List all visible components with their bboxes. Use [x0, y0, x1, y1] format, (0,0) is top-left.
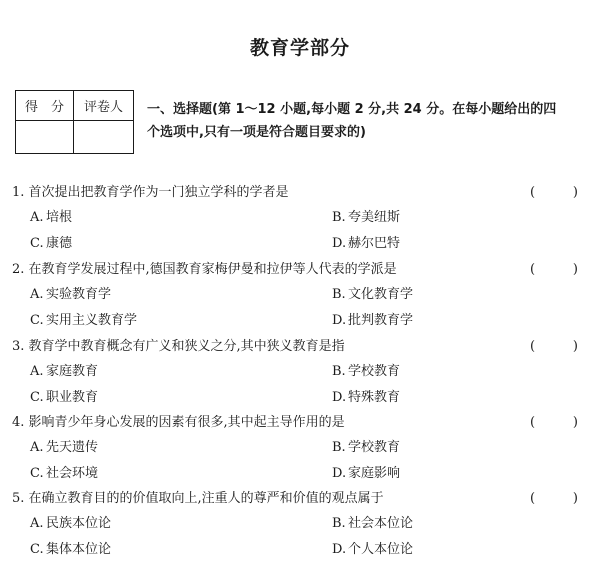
- question-stem: 5. 在确立教育目的的价值取向上,注重人的尊严和价值的观点属于: [12, 491, 384, 506]
- answer-paren-close: ): [572, 339, 578, 354]
- score-input-cell[interactable]: [16, 121, 74, 154]
- answer-paren-close: ): [572, 415, 578, 430]
- answer-paren-close: ): [572, 262, 578, 277]
- option-a[interactable]: A. 民族本位论: [30, 516, 112, 531]
- score-table: [15, 90, 134, 154]
- answer-paren-close: ): [572, 185, 578, 200]
- option-d[interactable]: D. 个人本位论: [332, 542, 414, 557]
- section-heading-line-1: 一、选择题(第 1～12 小题,每小题 2 分,共 24 分。在每小题给出的四: [147, 102, 557, 117]
- page-title: 教育学部分: [249, 37, 350, 59]
- reviewer-header: 评卷人: [74, 91, 134, 121]
- answer-paren-open: (: [530, 262, 536, 277]
- score-header: 得 分: [16, 91, 74, 121]
- option-c[interactable]: C. 实用主义教育学: [30, 313, 138, 328]
- question-3: [12, 334, 588, 411]
- question-1: [12, 180, 588, 257]
- option-d[interactable]: D. 家庭影响: [332, 466, 401, 481]
- answer-paren-open: (: [530, 185, 536, 200]
- option-a[interactable]: A. 先天遗传: [30, 440, 99, 455]
- answer-paren-close: ): [572, 491, 578, 506]
- option-b[interactable]: B. 夸美纽斯: [332, 210, 401, 225]
- option-d[interactable]: D. 批判教育学: [332, 313, 414, 328]
- option-b[interactable]: B. 学校教育: [332, 364, 401, 379]
- answer-paren-open: (: [530, 339, 536, 354]
- question-stem: 1. 首次提出把教育学作为一门独立学科的学者是: [12, 185, 289, 200]
- answer-blank[interactable]: [530, 410, 578, 435]
- question-stem: 3. 教育学中教育概念有广义和狭义之分,其中狭义教育是指: [12, 339, 345, 354]
- section-heading: [147, 98, 587, 144]
- question-2: [12, 257, 588, 334]
- option-c[interactable]: C. 社会环境: [30, 466, 99, 481]
- option-c[interactable]: C. 康德: [30, 236, 73, 251]
- answer-blank[interactable]: [530, 334, 578, 359]
- question-stem: 2. 在教育学发展过程中,德国教育家梅伊曼和拉伊等人代表的学派是: [12, 262, 397, 277]
- option-c[interactable]: C. 职业教育: [30, 390, 99, 405]
- option-b[interactable]: B. 社会本位论: [332, 516, 414, 531]
- question-stem: 4. 影响青少年身心发展的因素有很多,其中起主导作用的是: [12, 415, 345, 430]
- answer-blank[interactable]: [530, 257, 578, 282]
- reviewer-input-cell[interactable]: [74, 121, 134, 154]
- answer-blank[interactable]: [530, 180, 578, 205]
- option-b[interactable]: B. 文化教育学: [332, 287, 414, 302]
- option-c[interactable]: C. 集体本位论: [30, 542, 112, 557]
- answer-paren-open: (: [530, 491, 536, 506]
- option-d[interactable]: D. 赫尔巴特: [332, 236, 401, 251]
- section-heading-line-2: 个选项中,只有一项是符合题目要求的): [147, 125, 366, 140]
- option-d[interactable]: D. 特殊教育: [332, 390, 401, 405]
- option-a[interactable]: A. 实验教育学: [30, 287, 112, 302]
- question-4: [12, 410, 588, 487]
- option-b[interactable]: B. 学校教育: [332, 440, 401, 455]
- option-a[interactable]: A. 家庭教育: [30, 364, 99, 379]
- answer-paren-open: (: [530, 415, 536, 430]
- question-5: [12, 486, 588, 563]
- answer-blank[interactable]: [530, 486, 578, 511]
- option-a[interactable]: A. 培根: [30, 210, 73, 225]
